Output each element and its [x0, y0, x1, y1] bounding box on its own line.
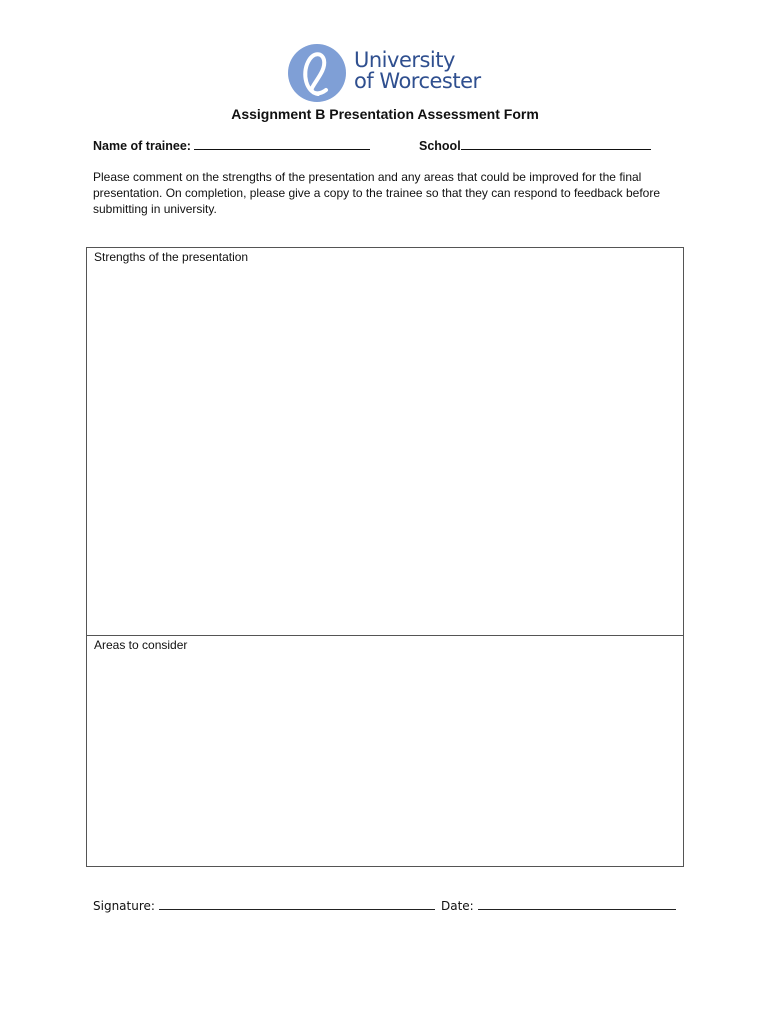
strengths-label: Strengths of the presentation [94, 250, 249, 264]
trainee-name-line[interactable] [194, 137, 370, 150]
school-field[interactable] [419, 137, 651, 153]
logo-mark-icon [288, 44, 346, 102]
university-logo [288, 44, 488, 104]
trainee-name-field[interactable] [93, 137, 370, 153]
school-label: School [419, 139, 461, 153]
date-field[interactable] [441, 897, 676, 913]
logo-wordmark [354, 50, 481, 92]
logo-line-1: University [354, 48, 455, 72]
trainee-name-label: Name of trainee: [93, 139, 191, 153]
date-label: Date: [441, 899, 474, 913]
school-line[interactable] [461, 137, 651, 150]
signature-line[interactable] [159, 897, 435, 910]
strengths-section[interactable] [86, 247, 684, 636]
date-line[interactable] [478, 897, 676, 910]
signature-label: Signature: [93, 899, 155, 913]
form-title: Assignment B Presentation Assessment Form [231, 106, 539, 122]
logo-line-2: of Worcester [354, 69, 481, 93]
areas-section[interactable] [86, 635, 684, 867]
signature-field[interactable] [93, 897, 435, 913]
areas-label: Areas to consider [94, 638, 188, 652]
instructions-text: Please comment on the strengths of the presentation and any areas that could be improved for the final presentation. On completion, please give a copy to the trainee so that they can respond to feedback before submitting in university. [93, 170, 661, 216]
